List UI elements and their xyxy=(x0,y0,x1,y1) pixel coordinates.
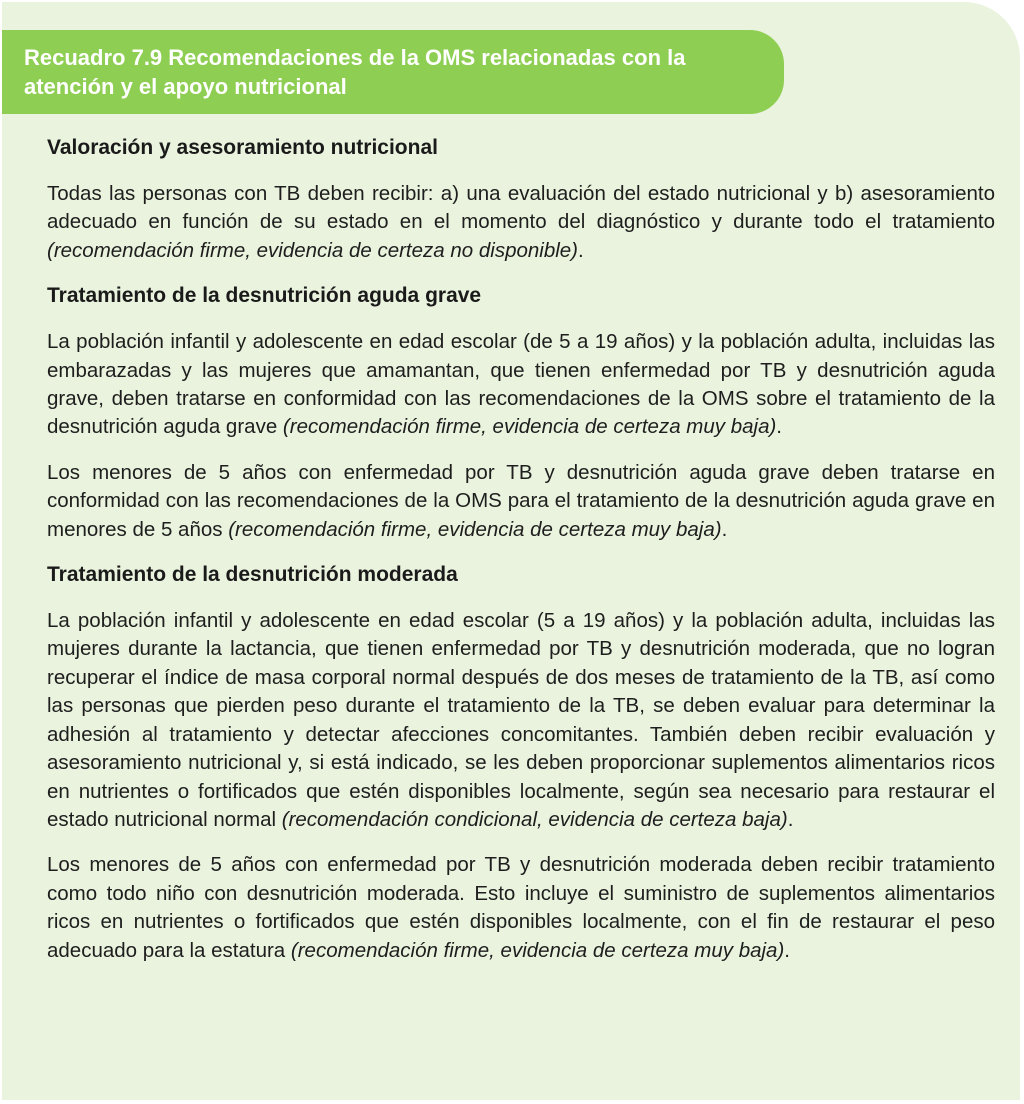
section-heading-desnutricion-moderada: Tratamiento de la desnutrición moderada xyxy=(47,563,458,587)
section-heading-desnutricion-aguda-grave: Tratamiento de la desnutrición aguda grave xyxy=(47,284,482,308)
recommendation-note: (recomendación condicional, evidencia de certeza baja) xyxy=(281,807,788,831)
paragraph: La población infantil y adolescente en edad escolar (de 5 a 19 años) y la población adulta, incluidas las embarazadas y las mujeres que amamantan, que tienen enfermedad por TB y desnutrición aguda grave, deben tratarse en conformidad con las recomendaciones de la OMS sobre el tratamiento de la desnutrición aguda grave (recomendación firme, evidencia de certeza muy baja). xyxy=(47,330,995,439)
section-heading-valoracion: Valoración y asesoramiento nutricional xyxy=(47,136,438,159)
recommendation-note: (recomendación firme, evidencia de certeza muy baja) xyxy=(228,517,722,541)
recommendation-note: (recomendación firme, evidencia de certeza muy baja) xyxy=(282,415,777,439)
box-content xyxy=(47,134,995,965)
paragraph: Todas las personas con TB deben recibir: a) una evaluación del estado nutricional y b) asesoramiento adecuado en función de su estado en el momento del diagnóstico y durante todo el tratamiento (recomendación firme, evidencia de certeza no disponible). xyxy=(47,182,995,262)
box-title-banner xyxy=(2,30,784,114)
box-title: Recuadro 7.9 Recomendaciones de la OMS relacionadas con la atención y el apoyo nutricional xyxy=(24,45,686,99)
paragraph: Los menores de 5 años con enfermedad por TB y desnutrición moderada deben recibir tratamiento como todo niño con desnutrición moderada. Esto incluye el suministro de suplementos alimentarios ricos en nutrientes o fortificados que estén disponibles localmente, con el fin de restaurar el peso adecuado para la estatura (recomendación firme, evidencia de certeza muy baja). xyxy=(47,853,995,962)
paragraph: La población infantil y adolescente en edad escolar (5 a 19 años) y la población adulta, incluidas las mujeres durante la lactancia, que tienen enfermedad por TB y desnutrición moderada, que no logran recuperar el índice de masa corporal normal después de dos meses de tratamiento de la TB, así como las personas que pierden peso durante el tratamiento de la TB, se deben evaluar para determinar la adhesión al tratamiento y detectar afecciones concomitantes. También deben recibir evaluación y asesoramiento nutricional y, si está indicado, se les deben proporcionar suplementos alimentarios ricos en nutrientes o fortificados que estén disponibles localmente, según sea necesario para restaurar el estado nutricional normal (recomendación condicional, evidencia de certeza baja). xyxy=(47,609,995,831)
recommendation-note: (recomendación firme, evidencia de certeza no disponible) xyxy=(47,238,579,262)
recommendation-note: (recomendación firme, evidencia de certeza muy baja) xyxy=(290,938,785,962)
paragraph: Los menores de 5 años con enfermedad por TB y desnutrición aguda grave deben tratarse en conformidad con las recomendaciones de la OMS para el tratamiento de la desnutrición aguda grave en menores de 5 años (recomendación firme, evidencia de certeza muy baja). xyxy=(47,460,995,541)
